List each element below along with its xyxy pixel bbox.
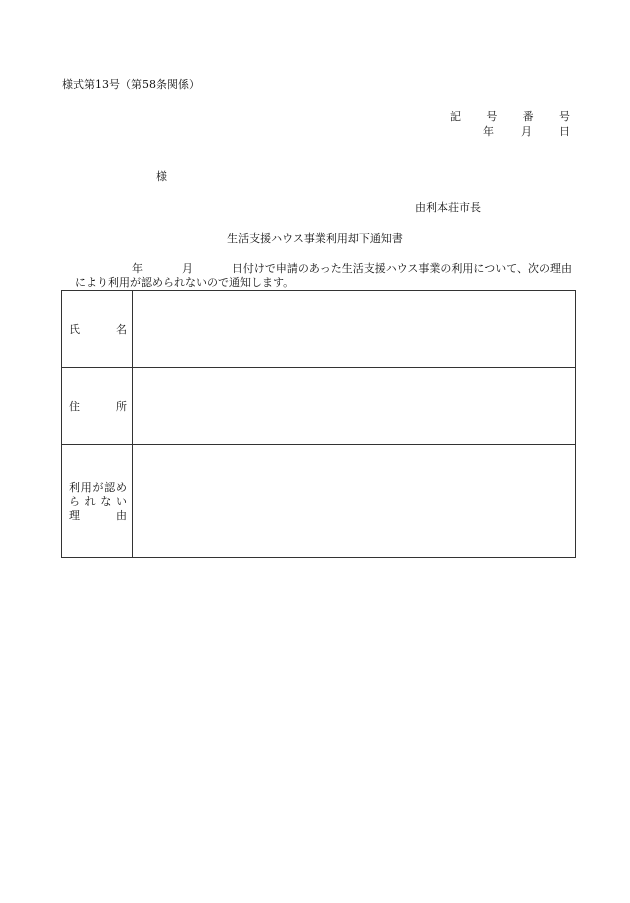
reference-char: 番 [522, 110, 534, 123]
body-line-1 [132, 263, 572, 274]
reason-label-cell [62, 445, 133, 558]
name-label-char: 名 [116, 322, 127, 336]
reason-value-cell[interactable] [133, 445, 576, 558]
reason-label-char: 用 [80, 480, 92, 494]
date-day-label: 日 [559, 125, 570, 138]
reason-label-char: が [92, 480, 104, 494]
table-row-reason [62, 445, 576, 558]
sender-name: 由利本荘市長 [415, 201, 481, 214]
reason-label-line-1 [69, 480, 127, 494]
address-label-char: 所 [116, 399, 127, 413]
reference-char: 号 [486, 110, 498, 123]
table-row-address [62, 368, 576, 445]
notice-table [61, 290, 576, 558]
reference-number-label [450, 111, 570, 122]
reason-label-char: い [115, 494, 127, 508]
reason-label-char: 利 [69, 480, 80, 494]
reason-label-char: め [116, 480, 127, 494]
date-year-label: 年 [483, 125, 494, 138]
address-value-cell[interactable] [133, 368, 576, 445]
body-text-1: 日付けで申請のあった生活支援ハウス事業の利用について、次の理由 [231, 262, 572, 275]
reference-char: 記 [450, 110, 461, 123]
reason-label-char: 由 [116, 508, 127, 522]
issue-date [483, 126, 570, 137]
reason-label-char: 認 [104, 480, 116, 494]
addressee-suffix: 様 [156, 170, 167, 183]
reason-label-char: ら [69, 494, 80, 508]
name-label-char: 氏 [69, 322, 80, 336]
body-year-label: 年 [132, 262, 143, 275]
name-value-cell[interactable] [133, 291, 576, 368]
document-title: 生活支援ハウス事業利用却下通知書 [227, 232, 403, 245]
name-label-cell [62, 291, 133, 368]
reference-char: 号 [558, 110, 570, 123]
reason-label-char: な [100, 494, 112, 508]
form-number: 様式第13号（第58条関係） [62, 78, 200, 91]
address-label-char: 住 [69, 399, 80, 413]
reason-label-line-2 [69, 494, 127, 508]
address-label-cell [62, 368, 133, 445]
date-month-label: 月 [521, 125, 532, 138]
table-row-name [62, 291, 576, 368]
reason-label-char: れ [84, 494, 96, 508]
reason-label-char: 理 [69, 508, 80, 522]
body-month-label: 月 [181, 262, 193, 275]
reason-label-line-3 [69, 508, 127, 522]
body-line-2: により利用が認められないので通知します。 [75, 276, 295, 289]
